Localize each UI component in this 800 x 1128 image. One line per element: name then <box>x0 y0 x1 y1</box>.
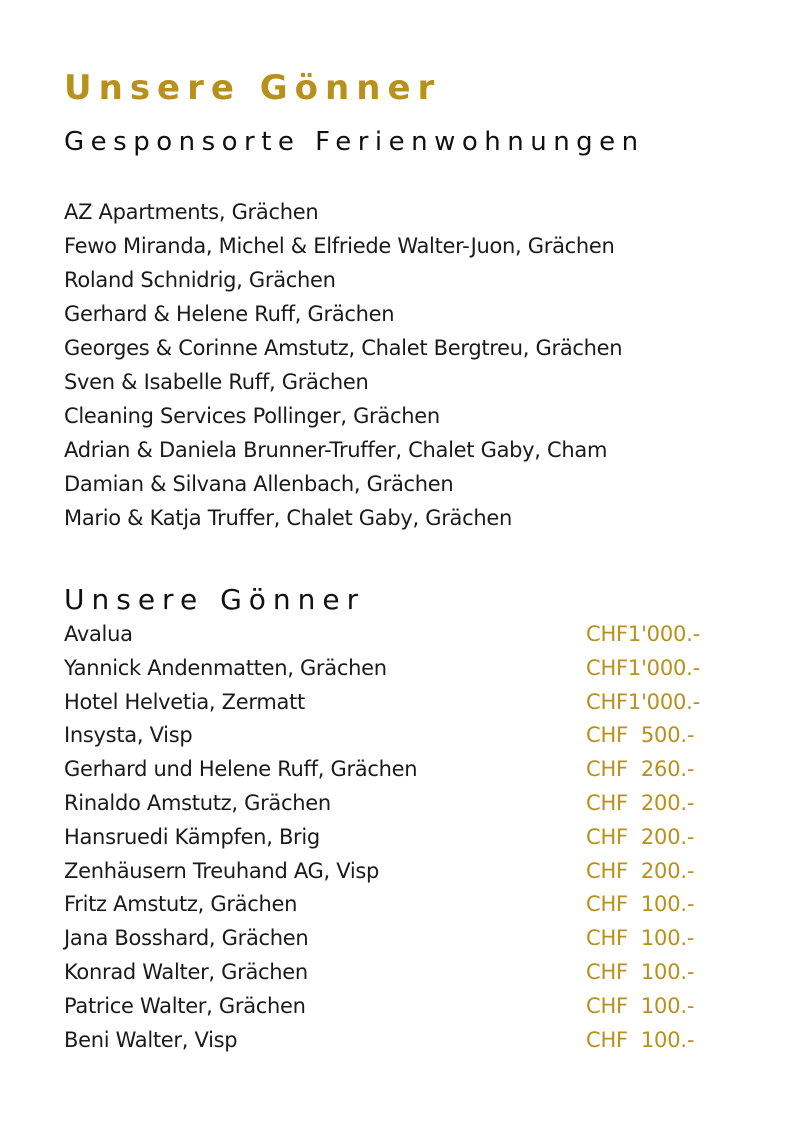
donor-name: Zenhäusern Treuhand AG, Visp <box>64 858 380 883</box>
donor-amount: CHF 200.- <box>586 858 695 883</box>
donor-row <box>64 686 744 720</box>
donor-row <box>64 922 744 956</box>
donor-amount: CHF1'000.- <box>586 689 701 714</box>
donor-row <box>64 719 744 753</box>
list-item: Gerhard & Helene Ruff, Grächen <box>64 302 395 326</box>
donor-name: Patrice Walter, Grächen <box>64 993 306 1018</box>
list-item: Roland Schnidrig, Grächen <box>64 268 336 292</box>
donor-name: Konrad Walter, Grächen <box>64 959 308 984</box>
donor-amount: CHF 200.- <box>586 790 695 815</box>
list-item: Cleaning Services Pollinger, Grächen <box>64 404 440 428</box>
donor-amount: CHF 500.- <box>586 723 695 748</box>
donor-amount: CHF 100.- <box>586 1027 695 1052</box>
page-subtitle: Gesponsorte Ferienwohnungen <box>64 127 645 157</box>
donor-row <box>64 753 744 787</box>
donor-amount: CHF1'000.- <box>586 655 701 680</box>
donor-list <box>64 618 744 1057</box>
donor-amount: CHF 100.- <box>586 993 695 1018</box>
list-item: Adrian & Daniela Brunner-Truffer, Chalet Gaby, Cham <box>64 438 608 462</box>
donor-amount: CHF 200.- <box>586 824 695 849</box>
donor-row <box>64 956 744 990</box>
donor-row <box>64 888 744 922</box>
donor-name: Yannick Andenmatten, Grächen <box>64 655 387 680</box>
donor-name: Insysta, Visp <box>64 723 193 748</box>
donor-amount: CHF 100.- <box>586 892 695 917</box>
donor-amount: CHF 260.- <box>586 757 695 782</box>
donor-name: Jana Bosshard, Grächen <box>64 926 309 951</box>
donor-name: Hotel Helvetia, Zermatt <box>64 689 305 714</box>
donor-name: Beni Walter, Visp <box>64 1027 238 1052</box>
donor-row <box>64 821 744 855</box>
list-item: AZ Apartments, Grächen <box>64 200 319 224</box>
donor-row <box>64 618 744 652</box>
apartment-list <box>64 195 622 535</box>
list-item: Damian & Silvana Allenbach, Grächen <box>64 472 454 496</box>
donor-row <box>64 855 744 889</box>
donor-row <box>64 990 744 1024</box>
donor-amount: CHF 100.- <box>586 959 695 984</box>
donor-name: Gerhard und Helene Ruff, Grächen <box>64 757 418 782</box>
list-item: Fewo Miranda, Michel & Elfriede Walter-Juon, Grächen <box>64 234 615 258</box>
donor-row <box>64 787 744 821</box>
list-item: Mario & Katja Truffer, Chalet Gaby, Grächen <box>64 506 513 530</box>
donor-name: Avalua <box>64 622 133 646</box>
donor-row <box>64 652 744 686</box>
list-item: Georges & Corinne Amstutz, Chalet Bergtreu, Grächen <box>64 336 623 360</box>
donor-amount: CHF 100.- <box>586 926 695 951</box>
donors-heading: Unsere Gönner <box>64 583 366 616</box>
donor-name: Rinaldo Amstutz, Grächen <box>64 790 331 815</box>
list-item: Sven & Isabelle Ruff, Grächen <box>64 370 369 394</box>
donor-name: Hansruedi Kämpfen, Brig <box>64 824 320 849</box>
page-title: Unsere Gönner <box>64 68 442 108</box>
donor-amount: CHF1'000.- <box>586 622 701 646</box>
donor-name: Fritz Amstutz, Grächen <box>64 892 298 917</box>
donor-row <box>64 1024 744 1058</box>
